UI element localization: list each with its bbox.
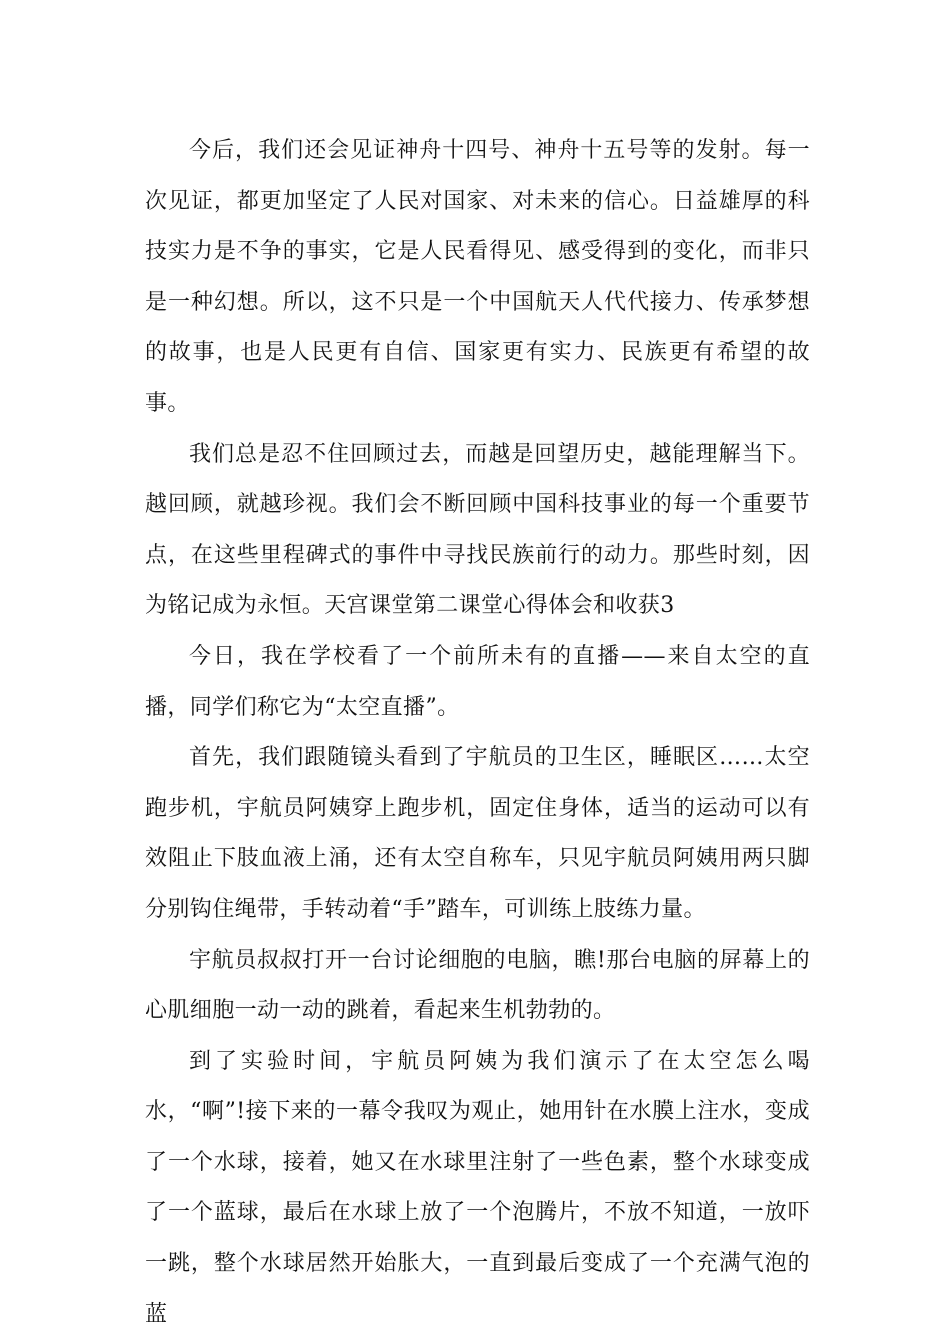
- paragraph: 我们总是忍不住回顾过去，而越是回望历史，越能理解当下。越回顾，就越珍视。我们会不断回顾中国科技事业的每一个重要节点，在这些里程碑式的事件中寻找民族前行的动力。那些时刻，因为铭记成为永恒。天宫课堂第二课堂心得体会和收获3: [145, 441, 810, 619]
- paragraph: 到了实验时间，宇航员阿姨为我们演示了在太空怎么喝水，“啊”!接下来的一幕令我叹为观止，她用针在水膜上注水，变成了一个水球，接着，她又在水球里注射了一些色素，整个水球变成了一个蓝球，最后在水球上放了一个泡腾片，不放不知道，一放吓一跳，整个水球居然开始胀大，一直到最后变成了一个充满气泡的蓝: [145, 1048, 810, 1327]
- paragraph: 宇航员叔叔打开一台讨论细胞的电脑，瞧!那台电脑的屏幕上的心肌细胞一动一动的跳着，看起来生机勃勃的。: [145, 947, 810, 1024]
- document-body: [145, 126, 810, 1340]
- paragraph: 今后，我们还会见证神舟十四号、神舟十五号等的发射。每一次见证，都更加坚定了人民对国家、对未来的信心。日益雄厚的科技实力是不争的事实，它是人民看得见、感受得到的变化，而非只是一种幻想。所以，这不只是一个中国航天人代代接力、传承梦想的故事，也是人民更有自信、国家更有实力、民族更有希望的故事。: [145, 138, 810, 416]
- paragraph: 首先，我们跟随镜头看到了宇航员的卫生区，睡眠区……太空跑步机，宇航员阿姨穿上跑步机，固定住身体，适当的运动可以有效阻止下肢血液上涌，还有太空自称车，只见宇航员阿姨用两只脚分别钩住绳带，手转动着“手”踏车，可训练上肢练力量。: [145, 745, 810, 922]
- paragraph: 今日，我在学校看了一个前所未有的直播——来自太空的直播，同学们称它为“太空直播”。: [145, 643, 810, 720]
